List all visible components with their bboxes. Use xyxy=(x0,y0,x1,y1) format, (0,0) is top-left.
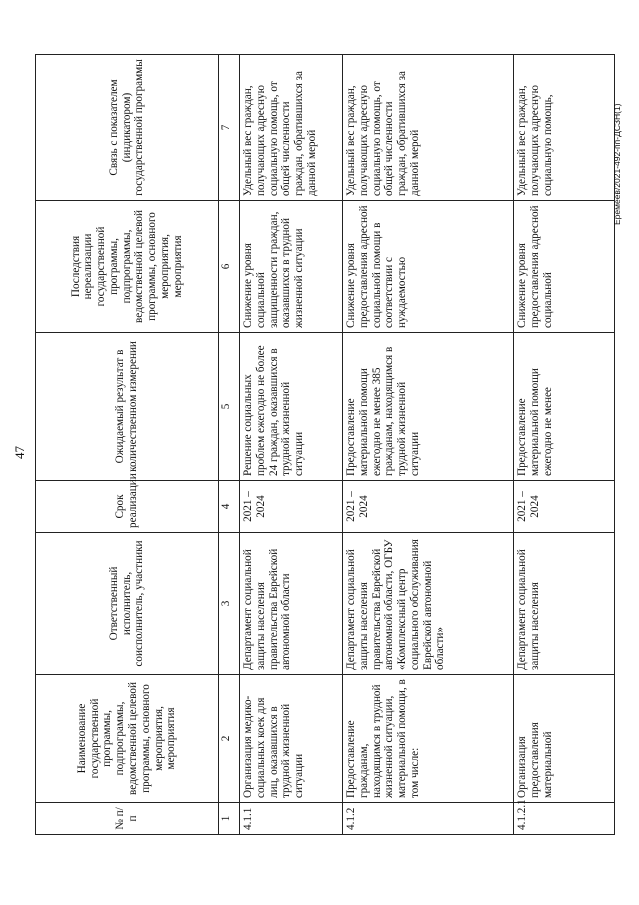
row-result: Предоставление материальной помощи ежегодно не менее xyxy=(514,333,615,481)
column-number: 5 xyxy=(219,333,240,481)
row-indicator: Удельный вес граждан, получающих адресную социальную помощь, от общей численности граждан, обратившихся за данной мерой xyxy=(240,55,343,201)
header-cell: Наименование государственной программы, подпрограммы, ведомственной целевой программы, основного мероприятия, мероприятия xyxy=(36,675,219,803)
row-consequences: Снижение уровня предоставления адресной социальной помощи в соответствии с нуждаемостью xyxy=(343,201,514,333)
column-number: 3 xyxy=(219,533,240,675)
table-row xyxy=(343,55,514,835)
header-cell: Ожидаемый результат в количественном измерении xyxy=(36,333,219,481)
row-name: Организация медико-социальных коек для лиц, оказавшихся в трудной жизненной ситуации xyxy=(240,675,343,803)
column-number-row xyxy=(219,55,240,835)
row-id: 4.1.1 xyxy=(240,803,343,835)
row-period: 2021 – 2024 xyxy=(514,481,615,533)
row-id: 4.1.2 xyxy=(343,803,514,835)
row-executor: Департамент социальной защиты населения правительства Еврейской автономной области, ОГБУ «Комплексный центр социального обслуживания Еврейской автономной области» xyxy=(343,533,514,675)
table-row xyxy=(514,55,615,835)
row-name: Организация предоставления материальной xyxy=(514,675,615,803)
row-result: Решение социальных проблем ежегодно не более 24 граждан, оказавшихся в трудной жизненной ситуации xyxy=(240,333,343,481)
row-indicator: Удельный вес граждан, получающих адресную социальную помощь, от общей численности граждан, обратившихся за данной мерой xyxy=(343,55,514,201)
row-result: Предоставление материальной помощи ежегодно не менее 385 гражданам, находящимся в трудной жизненной ситуации xyxy=(343,333,514,481)
header-cell: Связь с показателем (индикатором) государственной программы xyxy=(36,55,219,201)
column-number: 2 xyxy=(219,675,240,803)
page-number: 47 xyxy=(12,446,27,459)
row-executor: Департамент социальной защиты населения xyxy=(514,533,615,675)
column-number: 4 xyxy=(219,481,240,533)
header-row xyxy=(36,55,219,835)
row-consequences: Снижение уровня социальной защищенности граждан, оказавшихся в трудной жизненной ситуации xyxy=(240,201,343,333)
column-number: 7 xyxy=(219,55,240,201)
header-cell: Срок реализации xyxy=(36,481,219,533)
row-name: Предоставление гражданам, находящимся в трудной жизненной ситуации, материальной помощи, в том числе: xyxy=(343,675,514,803)
row-indicator: Удельный вес граждан, получающих адресную социальную помощь, xyxy=(514,55,615,201)
row-consequences: Снижение уровня предоставления адресной социальной xyxy=(514,201,615,333)
header-cell: № п/п xyxy=(36,803,219,835)
program-table xyxy=(35,54,615,835)
header-cell: Последствия нереализации государственной программы, подпрограммы, ведомственной целевой программы, основного мероприятия, мероприятия xyxy=(36,201,219,333)
column-number: 1 xyxy=(219,803,240,835)
header-cell: Ответственный исполнитель, соисполнитель, участники xyxy=(36,533,219,675)
row-period: 2021 – 2024 xyxy=(240,481,343,533)
table-row xyxy=(240,55,343,835)
column-number: 6 xyxy=(219,201,240,333)
row-executor: Департамент социальной защиты населения правительства Еврейской автономной области xyxy=(240,533,343,675)
document-footer: Еремеев/2021-492-пп-ДСЗН(1) xyxy=(612,103,622,225)
row-period: 2021 – 2024 xyxy=(343,481,514,533)
row-id: 4.1.2.1 xyxy=(514,803,615,835)
